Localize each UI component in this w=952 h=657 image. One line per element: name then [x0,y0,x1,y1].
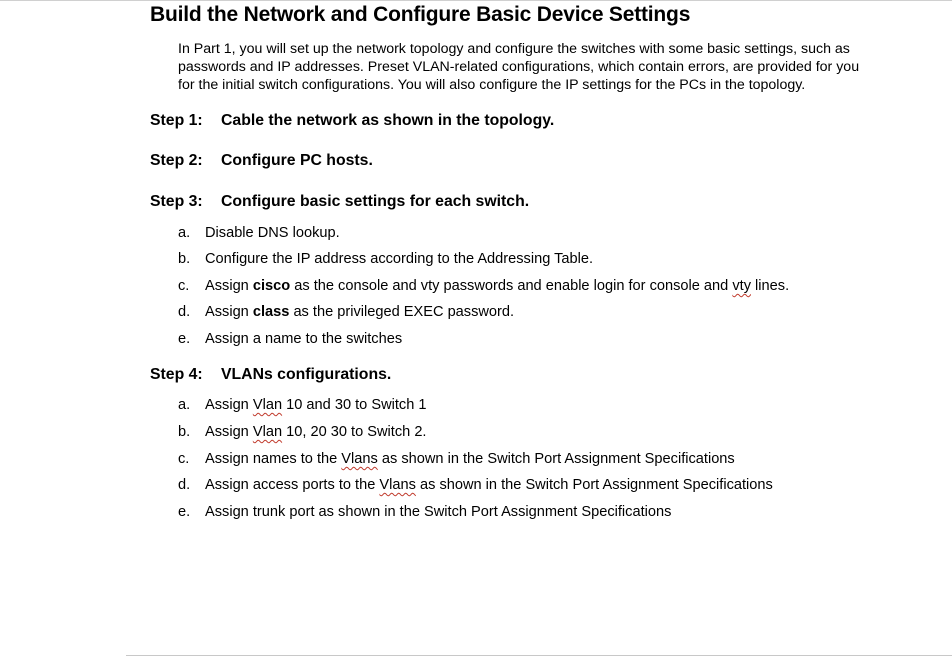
step-number: Step 4: [150,366,203,383]
item-text: Assign class as the privileged EXEC password. [205,304,515,320]
step-number: Step 3: [150,193,203,210]
item-text: Assign access ports to the Vlans as shown in the Switch Port Assignment Specifications [205,477,773,493]
item-letter: e. [178,331,191,347]
page-title: Build the Network and Configure Basic Device Settings [150,3,691,26]
item-letter: a. [178,397,191,413]
spellcheck-word: Vlan [252,397,283,413]
item-letter: c. [178,278,190,294]
top-divider [0,0,952,1]
item-letter: c. [178,451,190,467]
spellcheck-word: vty [732,278,751,294]
item-text: Disable DNS lookup. [205,225,340,241]
step-title: Configure PC hosts. [221,152,373,169]
item-text: Assign a name to the switches [205,331,403,347]
step-title: Cable the network as shown in the topology. [221,112,555,129]
item-letter: a. [178,225,191,241]
spellcheck-word: Vlans [341,451,378,467]
item-letter: e. [178,504,191,520]
intro-line: passwords and IP addresses. Preset VLAN-related configurations, which contain errors, are provided for you [178,59,860,75]
exec-password: class [252,304,290,320]
item-letter: d. [178,477,191,493]
item-letter: b. [178,251,191,267]
spellcheck-word: Vlan [252,424,283,440]
spellcheck-word: Vlans [379,477,416,493]
item-text: Assign trunk port as shown in the Switch Port Assignment Specifications [205,504,672,520]
item-text: Assign names to the Vlans as shown in the Switch Port Assignment Specifications [205,451,735,467]
item-text: Assign cisco as the console and vty passwords and enable login for console and vty lines. [205,278,790,294]
bottom-divider [126,655,952,656]
item-text: Assign Vlan 10 and 30 to Switch 1 [205,397,427,413]
item-text: Assign Vlan 10, 20 30 to Switch 2. [205,424,427,440]
intro-line: for the initial switch configurations. You will also configure the IP settings for the PCs in the topology. [178,77,806,93]
item-letter: d. [178,304,191,320]
intro-line: In Part 1, you will set up the network topology and configure the switches with some basic settings, such as [178,41,850,57]
step-number: Step 2: [150,152,203,169]
item-letter: b. [178,424,191,440]
step-title: VLANs configurations. [221,366,392,383]
step-title: Configure basic settings for each switch. [221,193,530,210]
item-text: Configure the IP address according to the Addressing Table. [205,251,594,267]
intro-paragraph [178,40,938,94]
step-number: Step 1: [150,112,203,129]
console-password: cisco [252,278,291,294]
